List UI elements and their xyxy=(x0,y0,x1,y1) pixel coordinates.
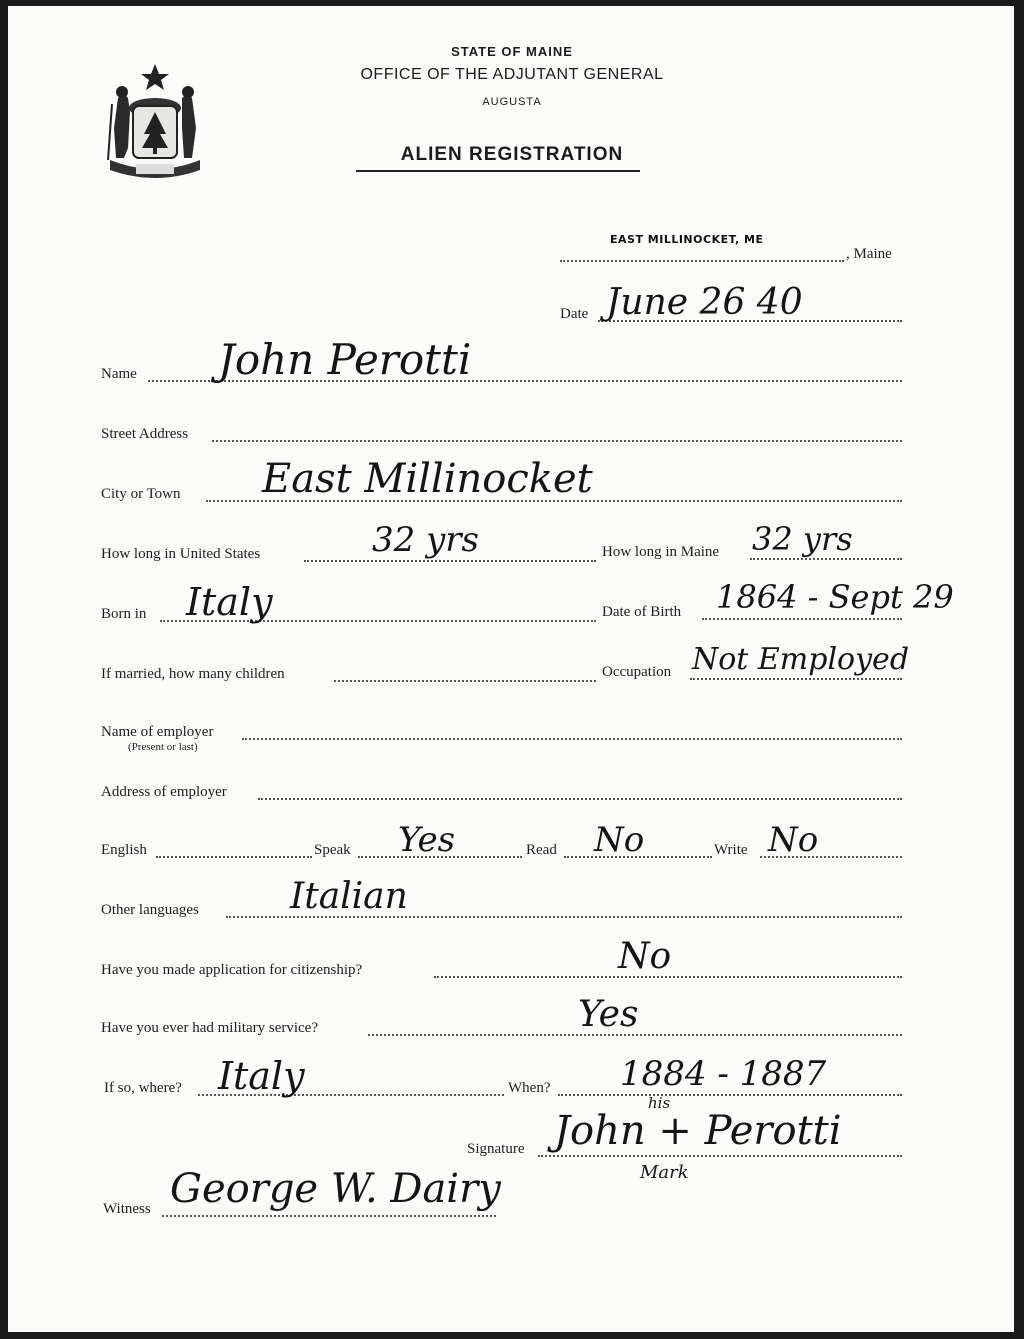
read-label: Read xyxy=(526,842,557,858)
citizenship-value: No xyxy=(618,936,672,977)
citizenship-label: Have you made application for citizenship? xyxy=(101,962,363,978)
name-label: Name xyxy=(101,366,137,382)
dob-line xyxy=(702,618,902,620)
place-line xyxy=(560,260,844,262)
city-value: East Millinocket xyxy=(262,456,593,502)
read-value: No xyxy=(594,820,645,860)
title-underline xyxy=(356,170,640,172)
where-label: If so, where? xyxy=(104,1080,182,1096)
children-line xyxy=(334,680,596,682)
employer-sublabel: (Present or last) xyxy=(128,741,198,753)
form-title: ALIEN REGISTRATION xyxy=(400,144,624,165)
english-line xyxy=(156,856,312,858)
when-line xyxy=(558,1094,902,1096)
other-languages-label: Other languages xyxy=(101,902,199,918)
born-in-label: Born in xyxy=(101,606,147,622)
when-value: 1884 - 1887 xyxy=(620,1054,827,1094)
date-value: June 26 40 xyxy=(606,282,803,323)
witness-value: George W. Dairy xyxy=(170,1166,501,1212)
signature-mark-note-top: his xyxy=(648,1094,671,1112)
english-label: English xyxy=(101,842,147,858)
occupation-line xyxy=(690,678,902,680)
header-state: STATE OF MAINE xyxy=(451,44,573,59)
other-languages-value: Italian xyxy=(290,876,408,917)
years-maine-line xyxy=(750,558,902,560)
name-value: John Perotti xyxy=(218,335,472,384)
date-label: Date xyxy=(560,306,589,322)
where-value: Italy xyxy=(218,1054,305,1098)
occupation-value: Not Employed xyxy=(692,642,910,677)
signature-label: Signature xyxy=(467,1141,525,1157)
children-label: If married, how many children xyxy=(101,666,285,682)
header-office: OFFICE OF THE ADJUTANT GENERAL xyxy=(360,66,664,83)
dob-label: Date of Birth xyxy=(602,604,682,620)
years-maine-label: How long in Maine xyxy=(602,544,720,560)
speak-value: Yes xyxy=(398,820,456,860)
header-city: AUGUSTA xyxy=(482,96,542,108)
employer-line xyxy=(242,738,902,740)
place-stamp: EAST MILLINOCKET, ME xyxy=(610,233,764,246)
years-us-line xyxy=(304,560,596,562)
employer-label: Name of employer xyxy=(101,724,214,740)
born-in-value: Italy xyxy=(186,580,273,624)
signature-line xyxy=(538,1155,902,1157)
witness-label: Witness xyxy=(103,1201,151,1217)
dob-value: 1864 - Sept 29 xyxy=(716,578,954,616)
years-us-label: How long in United States xyxy=(101,546,261,562)
military-value: Yes xyxy=(578,994,639,1035)
witness-line xyxy=(162,1215,496,1217)
when-label: When? xyxy=(508,1080,551,1096)
employer-address-line xyxy=(258,798,902,800)
employer-address-label: Address of employer xyxy=(101,784,227,800)
city-label: City or Town xyxy=(101,486,181,502)
speak-label: Speak xyxy=(314,842,351,858)
write-value: No xyxy=(768,820,819,860)
years-us-value: 32 yrs xyxy=(372,520,479,560)
write-label: Write xyxy=(714,842,748,858)
signature-mark-note: Mark xyxy=(640,1162,689,1183)
years-maine-value: 32 yrs xyxy=(752,520,853,558)
signature-value: John + Perotti xyxy=(554,1108,842,1154)
street-line xyxy=(212,440,902,442)
street-label: Street Address xyxy=(101,426,189,442)
military-label: Have you ever had military service? xyxy=(101,1020,318,1036)
occupation-label: Occupation xyxy=(602,664,672,680)
place-suffix: , Maine xyxy=(846,246,892,262)
